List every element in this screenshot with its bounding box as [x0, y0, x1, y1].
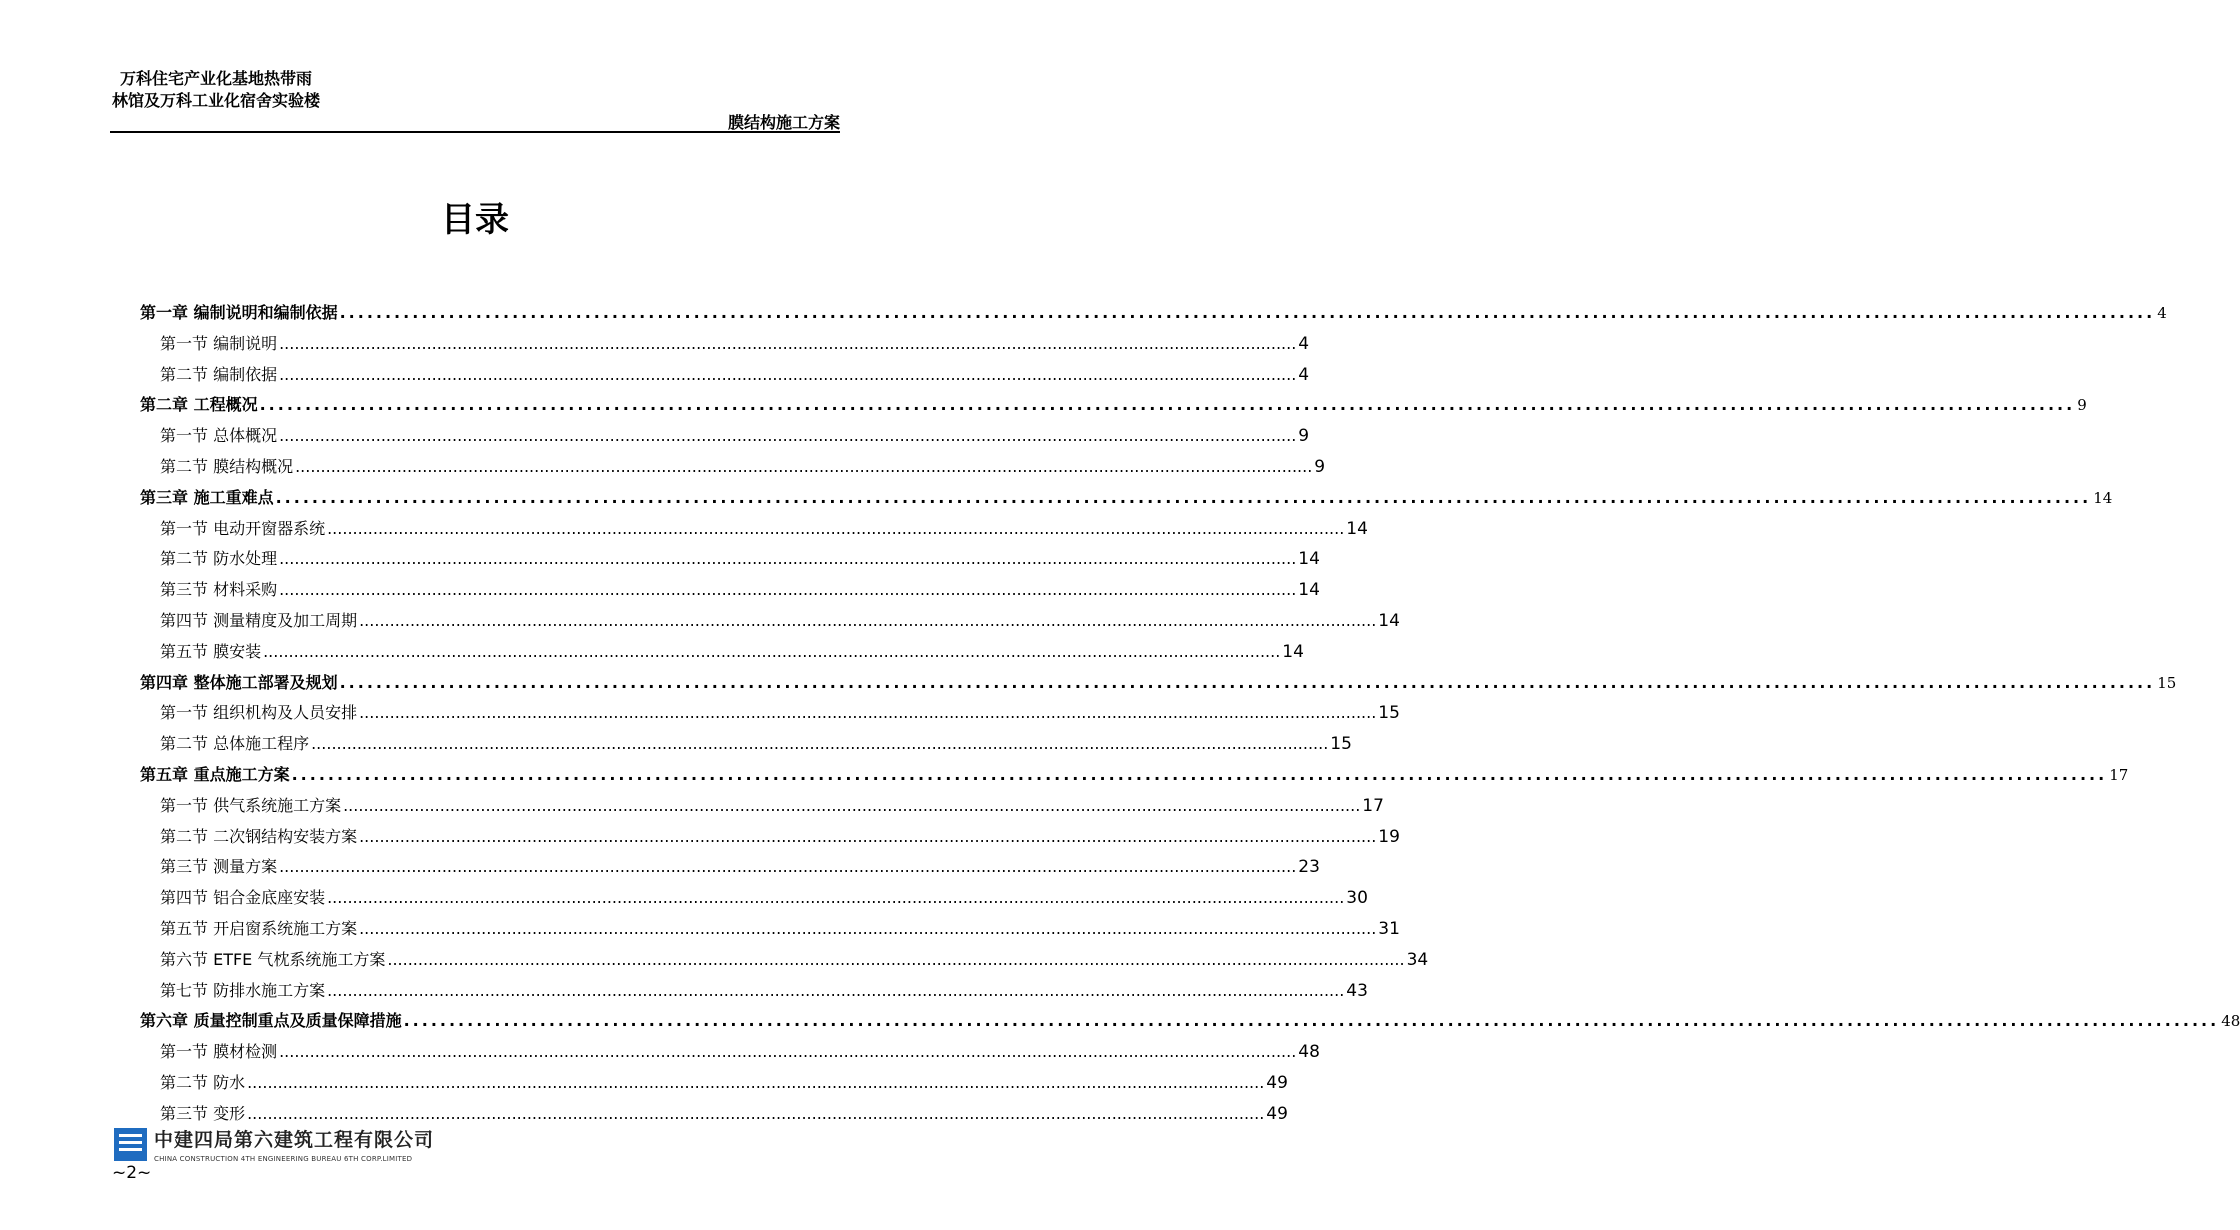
toc-entry-label: 第二节 防水处理: [160, 549, 278, 569]
toc-entry-label: 第三节 材料采购: [160, 580, 278, 600]
toc-section-entry[interactable]: [140, 945, 1429, 976]
toc-entry-page: 49: [1266, 1072, 1288, 1093]
toc-entry-label: 第三章 施工重难点: [140, 487, 274, 507]
toc-leader-dots: ........................................................................................................................................................................................................: [279, 549, 1297, 569]
toc-leader-dots: ........................................................................................................................................................................................................: [359, 918, 1377, 938]
toc-leader-dots: ........................................................................................................................................................................................................: [327, 888, 1345, 908]
toc-entry-page: 17: [1362, 795, 1384, 816]
toc-leader-dots: ........................................................................................................................................................................................................: [339, 672, 2156, 692]
toc-entry-label: 第二节 二次钢结构安装方案: [160, 826, 358, 846]
toc-leader-dots: ........................................................................................................................................................................................................: [339, 303, 2156, 322]
toc-entry-page: 4: [1298, 364, 1310, 385]
toc-section-entry[interactable]: [140, 1068, 1288, 1099]
toc-leader-dots: ........................................................................................................................................................................................................: [279, 857, 1297, 877]
toc-leader-dots: ........................................................................................................................................................................................................: [359, 703, 1377, 723]
toc-section-entry[interactable]: [140, 852, 1320, 883]
toc-chapter-entry[interactable]: [140, 298, 2167, 329]
toc-section-entry[interactable]: [140, 452, 1326, 483]
project-name: [112, 68, 320, 112]
toc-section-entry[interactable]: [140, 976, 1368, 1007]
toc-entry-label: 第六节 ETFE 气枕系统施工方案: [160, 949, 386, 969]
toc-entry-page: 14: [1378, 610, 1400, 631]
toc-entry-label: 第四节 测量精度及加工周期: [160, 610, 358, 630]
toc-entry-page: 15: [2157, 673, 2177, 692]
toc-section-entry[interactable]: [140, 606, 1400, 637]
toc-section-entry[interactable]: [140, 421, 1310, 452]
toc-entry-label: 第一节 总体概况: [160, 426, 278, 446]
toc-entry-label: 第一节 电动开窗器系统: [160, 518, 326, 538]
document-type: 膜结构施工方案: [727, 113, 840, 132]
toc-section-entry[interactable]: [140, 329, 1310, 360]
toc-leader-dots: ........................................................................................................................................................................................................: [343, 795, 1361, 815]
toc-chapter-entry[interactable]: [140, 483, 2113, 514]
toc-entry-label: 第五节 膜安装: [160, 641, 262, 661]
toc-entry-label: 第一章 编制说明和编制依据: [140, 303, 338, 322]
toc-entry-label: 第三节 测量方案: [160, 857, 278, 877]
toc-section-entry[interactable]: [140, 729, 1352, 760]
toc-section-entry[interactable]: [140, 637, 1304, 668]
toc-entry-label: 第一节 膜材检测: [160, 1042, 278, 1062]
toc-section-entry[interactable]: [140, 575, 1320, 606]
toc-chapter-entry[interactable]: [140, 390, 2087, 421]
toc-leader-dots: ........................................................................................................................................................................................................: [279, 580, 1297, 600]
toc-entry-page: 14: [1298, 549, 1320, 570]
toc-leader-dots: ........................................................................................................................................................................................................: [311, 734, 1329, 754]
toc-leader-dots: ........................................................................................................................................................................................................: [247, 1072, 1265, 1092]
toc-section-entry[interactable]: [140, 1037, 1320, 1068]
toc-section-entry[interactable]: [140, 914, 1400, 945]
toc-section-entry[interactable]: [140, 698, 1400, 729]
toc-entry-page: 14: [1282, 641, 1304, 662]
toc-section-entry[interactable]: [140, 514, 1368, 545]
toc-entry-page: 19: [1378, 826, 1400, 847]
toc-entry-label: 第二章 工程概况: [140, 395, 258, 415]
toc-entry-label: 第一节 编制说明: [160, 333, 278, 353]
toc-entry-page: 15: [1330, 734, 1352, 755]
company-logo: [114, 1128, 434, 1164]
toc-entry-label: 第二节 总体施工程序: [160, 734, 310, 754]
toc-entry-page: 14: [2093, 488, 2113, 507]
toc-entry-page: 4: [1298, 333, 1310, 354]
toc-entry-page: 48: [2221, 1012, 2240, 1031]
toc-entry-page: 14: [1346, 518, 1368, 539]
toc-entry-page: 34: [1406, 949, 1429, 970]
toc-leader-dots: ........................................................................................................................................................................................................: [291, 764, 2108, 784]
toc-entry-label: 第三节 变形: [160, 1103, 246, 1123]
toc-entry-page: 14: [1298, 580, 1320, 601]
toc-entry-page: 4: [2157, 304, 2167, 322]
toc-entry-label: 第四节 铝合金底座安装: [160, 888, 326, 908]
toc-section-entry[interactable]: [140, 1099, 1288, 1130]
toc-entry-page: 49: [1266, 1103, 1288, 1124]
toc-section-entry[interactable]: [140, 544, 1320, 575]
toc-entry-page: 30: [1346, 888, 1368, 909]
toc-entry-label: 第一节 供气系统施工方案: [160, 795, 342, 815]
toc-leader-dots: ........................................................................................................................................................................................................: [359, 610, 1377, 630]
company-name: 中建四局第六建筑工程有限公司: [154, 1129, 435, 1151]
toc-section-entry[interactable]: [140, 791, 1384, 822]
company-name-en: CHINA CONSTRUCTION 4TH ENGINEERING BUREAU 6TH CORP.LIMITED: [154, 1155, 413, 1163]
toc-chapter-entry[interactable]: [140, 1006, 2240, 1037]
toc-leader-dots: ........................................................................................................................................................................................................: [279, 333, 1297, 353]
toc-chapter-entry[interactable]: [140, 668, 2177, 699]
page-number: ~2~: [112, 1163, 152, 1183]
toc-leader-dots: ........................................................................................................................................................................................................: [279, 1042, 1297, 1062]
toc-entry-page: 9: [2077, 396, 2087, 415]
toc-entry-label: 第五章 重点施工方案: [140, 764, 290, 784]
toc-entry-page: 9: [1314, 456, 1326, 477]
toc-leader-dots: ........................................................................................................................................................................................................: [259, 395, 2076, 415]
page-title: 目录: [441, 200, 509, 240]
toc-leader-dots: ........................................................................................................................................................................................................: [295, 456, 1313, 476]
header-rule: [110, 131, 840, 133]
toc-section-entry[interactable]: [140, 883, 1368, 914]
toc-leader-dots: ........................................................................................................................................................................................................: [359, 826, 1377, 846]
table-of-contents: [140, 298, 2240, 1130]
toc-entry-page: 9: [1298, 426, 1310, 447]
toc-entry-label: 第二节 防水: [160, 1072, 246, 1092]
toc-leader-dots: ........................................................................................................................................................................................................: [275, 487, 2092, 507]
toc-entry-page: 17: [2109, 765, 2129, 784]
toc-chapter-entry[interactable]: [140, 760, 2129, 791]
toc-entry-page: 48: [1298, 1042, 1320, 1063]
cscec-logo-icon: [114, 1128, 147, 1161]
toc-leader-dots: ........................................................................................................................................................................................................: [247, 1103, 1265, 1123]
toc-leader-dots: ........................................................................................................................................................................................................: [279, 426, 1297, 446]
toc-entry-label: 第二节 膜结构概况: [160, 456, 294, 476]
project-name-line2: 林馆及万科工业化宿舍实验楼: [112, 91, 321, 110]
toc-leader-dots: ........................................................................................................................................................................................................: [403, 1011, 2220, 1031]
toc-leader-dots: ........................................................................................................................................................................................................: [263, 641, 1281, 661]
toc-section-entry[interactable]: [140, 360, 1310, 391]
toc-leader-dots: ........................................................................................................................................................................................................: [327, 518, 1345, 538]
toc-leader-dots: ........................................................................................................................................................................................................: [327, 980, 1345, 1000]
toc-section-entry[interactable]: [140, 822, 1400, 853]
toc-entry-label: 第六章 质量控制重点及质量保障措施: [140, 1011, 402, 1031]
toc-entry-page: 15: [1378, 703, 1400, 724]
toc-entry-label: 第一节 组织机构及人员安排: [160, 703, 358, 723]
toc-entry-label: 第二节 编制依据: [160, 364, 278, 384]
toc-entry-label: 第四章 整体施工部署及规划: [140, 672, 338, 692]
toc-entry-label: 第七节 防排水施工方案: [160, 980, 326, 1000]
toc-entry-page: 43: [1346, 980, 1368, 1001]
toc-entry-page: 23: [1298, 857, 1320, 878]
toc-leader-dots: ........................................................................................................................................................................................................: [387, 949, 1405, 969]
toc-entry-page: 31: [1378, 918, 1400, 939]
toc-entry-label: 第五节 开启窗系统施工方案: [160, 918, 358, 938]
project-name-line1: 万科住宅产业化基地热带雨: [120, 69, 313, 88]
toc-leader-dots: ........................................................................................................................................................................................................: [279, 364, 1297, 384]
